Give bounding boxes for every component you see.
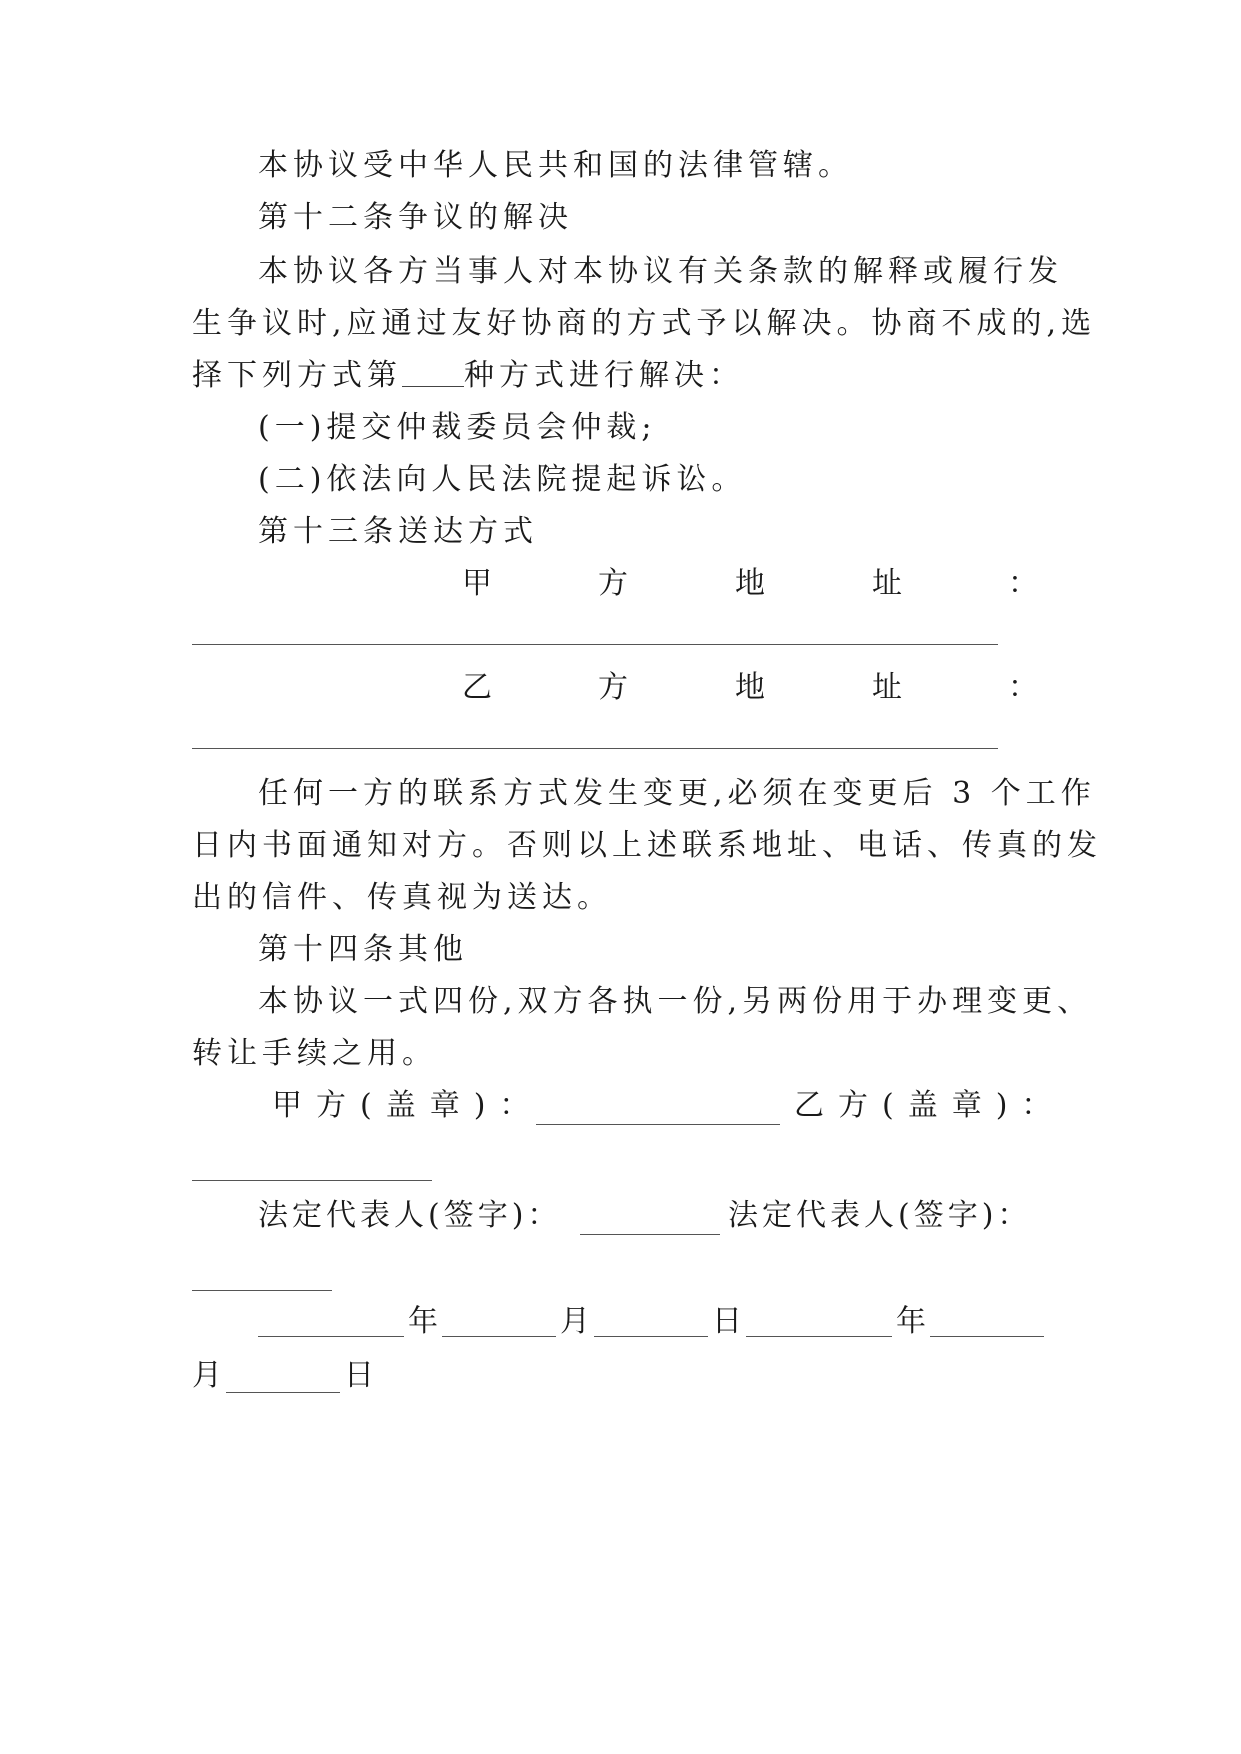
contact-change-line-3: 出的信件、传真视为送达。 (192, 880, 612, 915)
date-a-month-blank[interactable] (442, 1336, 556, 1337)
rep-a-signature-blank[interactable] (580, 1234, 720, 1235)
article-13-title: 第十三条送达方式 (258, 514, 538, 549)
date-a-day-label: 日 (712, 1304, 742, 1339)
choice-prefix: 择下列方式第 (192, 358, 402, 393)
date-b-year-label: 年 (896, 1304, 926, 1339)
party-b-seal-label: 乙方(盖章)： (794, 1088, 1066, 1123)
date-b-month-blank[interactable] (930, 1336, 1044, 1337)
rep-b-signature-label: 法定代表人(签字)： (728, 1198, 1032, 1233)
party-a-address-blank[interactable] (192, 644, 998, 645)
date-b-day-blank[interactable] (226, 1392, 340, 1393)
date-b-day-label: 日 (344, 1358, 374, 1393)
contact-change-line-1: 任何一方的联系方式发生变更,必须在变更后 3 个工作 (258, 776, 1096, 811)
date-a-year-label: 年 (408, 1304, 438, 1339)
article-12-paragraph-line-1: 本协议各方当事人对本协议有关条款的解释或履行发 (258, 254, 1063, 289)
party-a-seal-blank[interactable] (536, 1124, 780, 1125)
contact-change-line-2: 日内书面通知对方。否则以上述联系地址、电话、传真的发 (192, 828, 1102, 863)
copies-line-1: 本协议一式四份,双方各执一份,另两份用于办理变更、 (258, 984, 1093, 1019)
choice-blank[interactable] (402, 356, 464, 387)
rep-a-signature-label: 法定代表人(签字)： (258, 1198, 562, 1233)
date-a-month-label: 月 (560, 1304, 590, 1339)
copies-line-2: 转让手续之用。 (192, 1036, 437, 1071)
rep-b-signature-blank[interactable] (192, 1290, 332, 1291)
date-a-year-blank[interactable] (258, 1336, 404, 1337)
choice-suffix: 种方式进行解决： (464, 358, 744, 393)
party-a-seal-label: 甲方(盖章)： (272, 1088, 544, 1123)
article-12-paragraph-line-3 (192, 356, 744, 396)
option-litigation: (二)依法向人民法院提起诉讼。 (258, 462, 747, 497)
article-12-title: 第十二条争议的解决 (258, 200, 573, 235)
option-arbitration: (一)提交仲裁委员会仲裁; (258, 410, 657, 445)
party-b-seal-blank[interactable] (192, 1180, 432, 1181)
date-a-day-blank[interactable] (594, 1336, 708, 1337)
date-b-month-label: 月 (192, 1358, 222, 1393)
article-14-title: 第十四条其他 (258, 932, 468, 967)
article-12-paragraph-line-2: 生争议时,应通过友好协商的方式予以解决。协商不成的,选 (192, 306, 1097, 341)
date-b-year-blank[interactable] (746, 1336, 892, 1337)
governing-law-text: 本协议受中华人民共和国的法律管辖。 (258, 148, 853, 183)
party-b-address-blank[interactable] (192, 748, 998, 749)
